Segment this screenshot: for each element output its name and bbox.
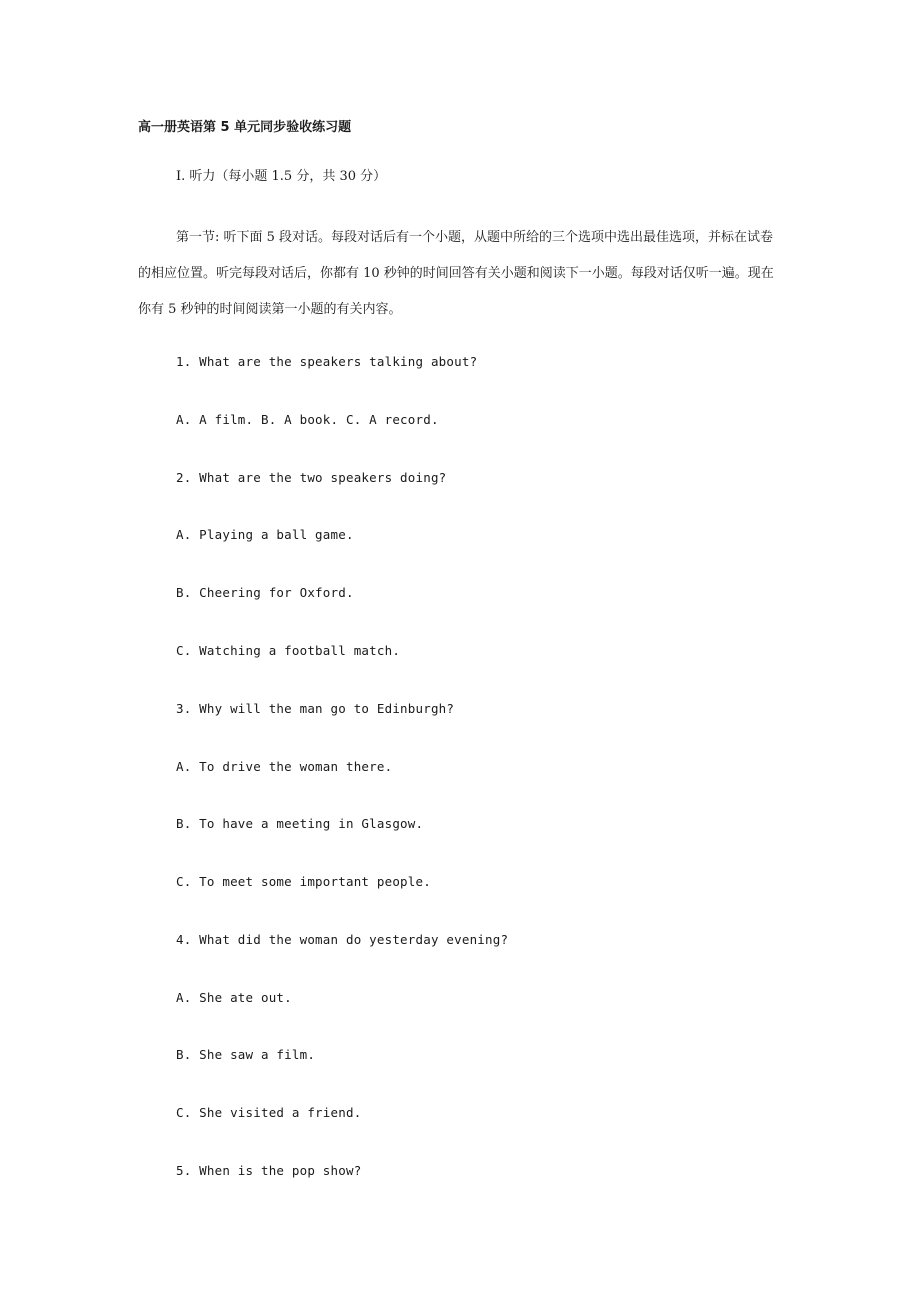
question-1: 1. What are the speakers talking about? bbox=[176, 354, 478, 369]
question-4: 4. What did the woman do yesterday evening? bbox=[176, 932, 509, 947]
instructions-paragraph: 第一节: 听下面 5 段对话。每段对话后有一个小题，从题中所给的三个选项中选出最佳选项，并标在试卷的相应位置。听完每段对话后，你都有 10 秒钟的时间回答有关小题和阅读下一小题。每段对话仅听一遍。现在你有 5 秒钟的时间阅读第一小题的有关内容。 bbox=[138, 230, 774, 317]
question-4-option-c: C. She visited a friend. bbox=[176, 1105, 362, 1120]
question-4-option-b: B. She saw a film. bbox=[176, 1047, 316, 1062]
question-2-option-b: B. Cheering for Oxford. bbox=[176, 585, 354, 600]
question-3-option-c: C. To meet some important people. bbox=[176, 874, 431, 889]
document-title: 高一册英语第 5 单元同步验收练习题 bbox=[138, 120, 352, 135]
question-3-option-b: B. To have a meeting in Glasgow. bbox=[176, 816, 424, 831]
question-5: 5. When is the pop show? bbox=[176, 1163, 362, 1178]
section-heading: I. 听力（每小题 1.5 分，共 30 分） bbox=[176, 169, 387, 184]
question-2-option-c: C. Watching a football match. bbox=[176, 643, 401, 658]
question-1-options: A. A film. B. A book. C. A record. bbox=[176, 412, 439, 427]
question-4-option-a: A. She ate out. bbox=[176, 990, 292, 1005]
question-2-option-a: A. Playing a ball game. bbox=[176, 527, 354, 542]
question-3-option-a: A. To drive the woman there. bbox=[176, 759, 393, 774]
question-2: 2. What are the two speakers doing? bbox=[176, 470, 447, 485]
question-3: 3. Why will the man go to Edinburgh? bbox=[176, 701, 455, 716]
